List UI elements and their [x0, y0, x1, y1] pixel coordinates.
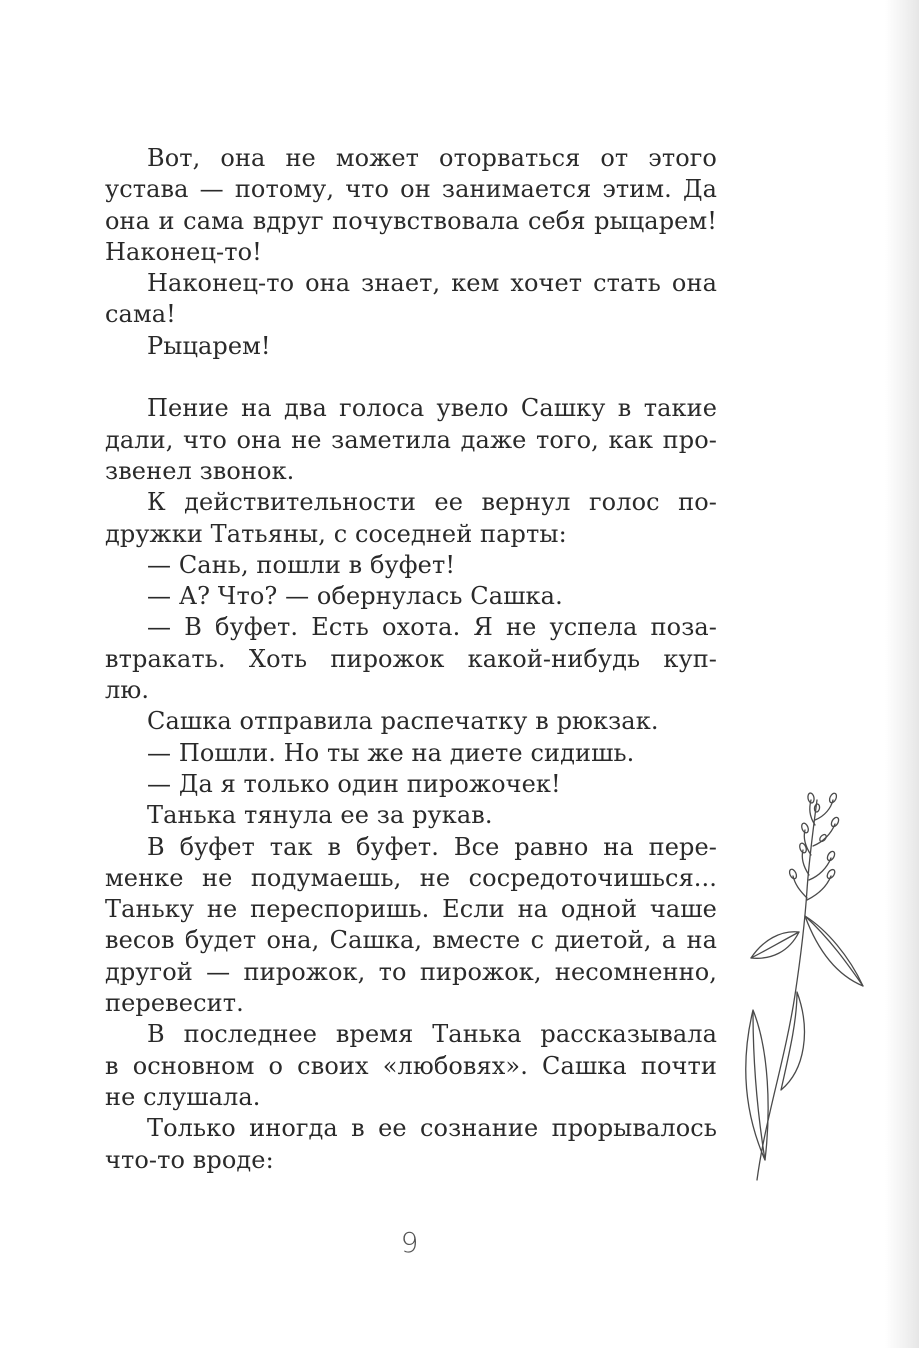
text-line: Наконец-то она знает, кем хочет стать она	[147, 269, 717, 298]
section-break	[105, 362, 717, 393]
body-text	[105, 143, 717, 1176]
text-line: лю.	[105, 676, 150, 705]
text-line: — Да я только один пирожочек!	[147, 769, 561, 798]
text-line: другой — пирожок, то пирожок, несомненно,	[105, 957, 717, 986]
text-line: не слушала.	[105, 1082, 261, 1111]
text-line: Танька тянула ее за рукав.	[147, 801, 493, 830]
text-line: в основном о своих «любовях». Сашка почти	[105, 1051, 717, 1080]
text-line: менке не подумаешь, не сосредоточишься...	[105, 863, 717, 892]
text-line: — Пошли. Но ты же на диете сидишь.	[147, 738, 635, 767]
text-line: устава — потому, что он занимается этим. Да	[105, 175, 717, 204]
text-line: — Сань, пошли в буфет!	[147, 550, 456, 579]
text-line: Вот, она не может оторваться от этого	[147, 144, 717, 172]
text-line: дружки Татьяны, с соседней парты:	[105, 519, 567, 548]
text-line: — А? Что? — обернулась Сашка.	[147, 582, 563, 611]
text-line: что-то вроде:	[105, 1145, 274, 1174]
text-line: Рыцарем!	[147, 331, 271, 360]
text-line: Сашка отправила распечатку в рюкзак.	[147, 707, 659, 736]
text-line: сама!	[105, 300, 176, 329]
page-number: 9	[400, 1226, 419, 1259]
text-line: В последнее время Танька рассказывала	[147, 1020, 717, 1049]
text-line: Пение на два голоса увело Сашку в такие	[147, 394, 717, 423]
text-line: втракать. Хоть пирожок какой-нибудь куп-	[105, 644, 717, 673]
plant-sprig-icon	[735, 780, 875, 1190]
text-line: звенел звонок.	[105, 456, 295, 485]
text-line: она и сама вдруг почувствовала себя рыцарем!	[105, 206, 717, 235]
text-line: Таньку не переспоришь. Если на одной чаше	[105, 895, 717, 924]
text-line: перевесит.	[105, 989, 244, 1018]
text-line: Только иногда в ее сознание прорывалось	[147, 1114, 717, 1143]
text-line: весов будет она, Сашка, вместе с диетой, а на	[105, 926, 717, 955]
text-line: — В буфет. Есть охота. Я не успела поза-	[147, 613, 717, 642]
text-line: Наконец-то!	[105, 237, 262, 266]
text-line: В буфет так в буфет. Все равно на пере-	[147, 832, 717, 861]
page-edge-shadow	[885, 0, 919, 1348]
text-line: К действительности ее вернул голос по-	[147, 488, 717, 517]
text-line: дали, что она не заметила даже того, как про-	[105, 425, 717, 454]
